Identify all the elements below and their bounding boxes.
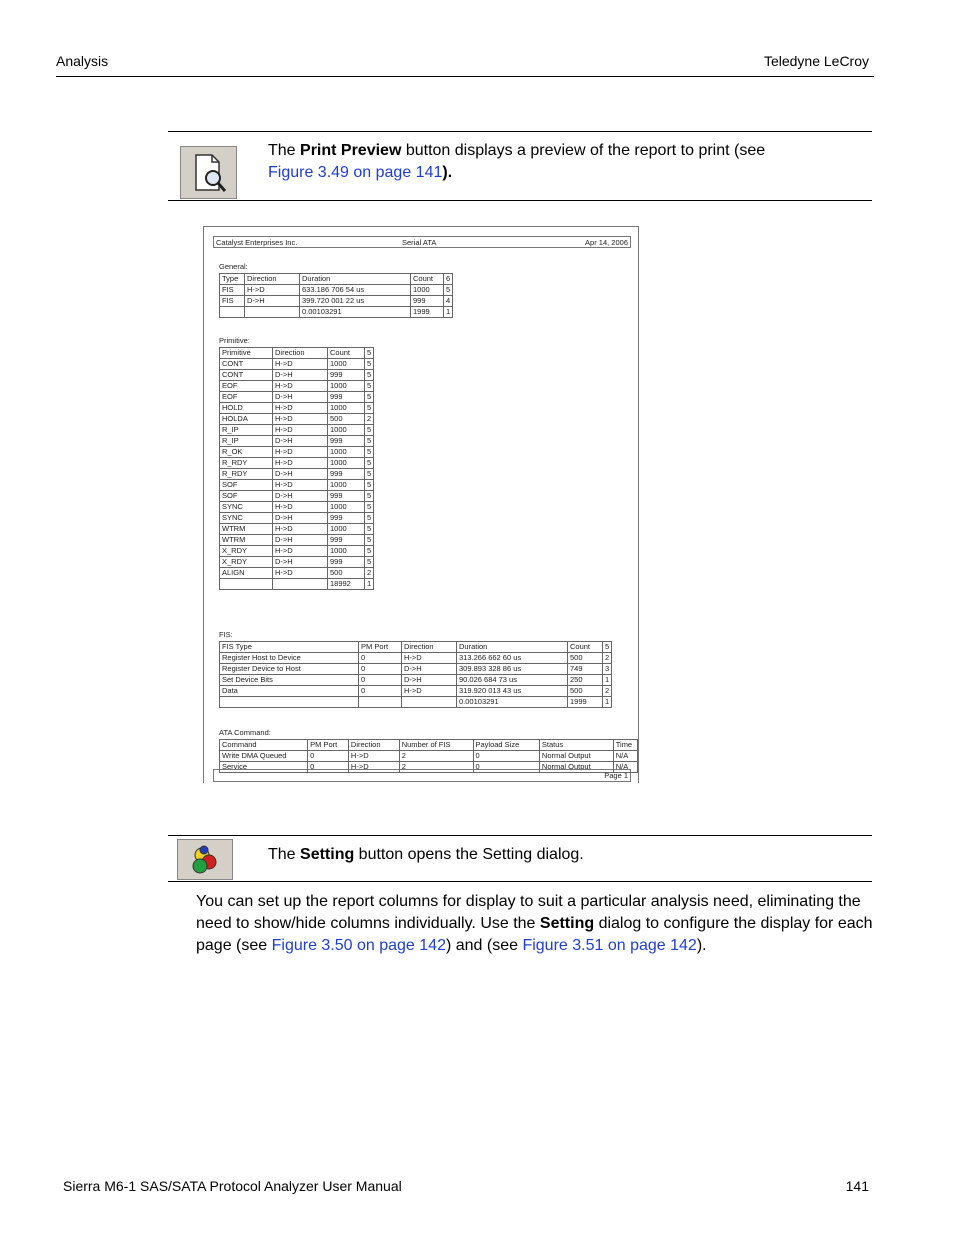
table-bottom-rule bbox=[168, 200, 872, 201]
fis-table bbox=[219, 641, 612, 708]
primitive-table-cell: D->H bbox=[273, 513, 328, 524]
general-table-cell: D->H bbox=[245, 296, 300, 307]
primitive-table-cell: D->H bbox=[273, 392, 328, 403]
primitive-table-cell: H->D bbox=[273, 480, 328, 491]
primitive-table-cell: SYNC bbox=[220, 502, 273, 513]
fis-table-row bbox=[220, 653, 612, 664]
primitive-table-cell: 1000 bbox=[328, 502, 365, 513]
footer-title: Sierra M6-1 SAS/SATA Protocol Analyzer User Manual bbox=[63, 1178, 402, 1194]
primitive-table-cell: D->H bbox=[273, 535, 328, 546]
fis-table-cell: 500 bbox=[568, 686, 603, 697]
report-title-bar bbox=[213, 236, 631, 248]
primitive-table-cell: X_RDY bbox=[220, 546, 273, 557]
primitive-table-cell: 999 bbox=[328, 469, 365, 480]
primitive-table-cell: Direction bbox=[273, 348, 328, 359]
primitive-table-cell: 5 bbox=[365, 546, 374, 557]
fis-table-cell: 500 bbox=[568, 653, 603, 664]
page-label: Page 1 bbox=[604, 771, 628, 780]
primitive-table-row bbox=[220, 535, 374, 546]
fis-table-cell: PM Port bbox=[359, 642, 402, 653]
ata-table-cell: Normal Output bbox=[539, 751, 613, 762]
primitive-table-cell: WTRM bbox=[220, 524, 273, 535]
fis-table-cell: Register Device to Host bbox=[220, 664, 359, 675]
primitive-table-cell: D->H bbox=[273, 370, 328, 381]
general-table bbox=[219, 273, 453, 318]
fis-table-cell: 0 bbox=[359, 686, 402, 697]
ata-table-cell: Write DMA Queued bbox=[220, 751, 308, 762]
primitive-table-cell: Count bbox=[328, 348, 365, 359]
primitive-table-cell: CONT bbox=[220, 370, 273, 381]
general-table-cell: 0.00103291 bbox=[300, 307, 411, 318]
general-table-row bbox=[220, 296, 453, 307]
primitive-table-cell: SOF bbox=[220, 491, 273, 502]
primitive-table-cell: 999 bbox=[328, 491, 365, 502]
fis-table-cell: 313.266 662 60 us bbox=[457, 653, 568, 664]
general-table-cell bbox=[245, 307, 300, 318]
primitive-table-cell: 1000 bbox=[328, 403, 365, 414]
primitive-table-row bbox=[220, 480, 374, 491]
primitive-table-row bbox=[220, 469, 374, 480]
primitive-table-cell: R_IP bbox=[220, 425, 273, 436]
primitive-table-cell: 1000 bbox=[328, 524, 365, 535]
ata-table-cell: 0 bbox=[473, 751, 539, 762]
primitive-table-row bbox=[220, 524, 374, 535]
primitive-table-cell: 2 bbox=[365, 568, 374, 579]
primitive-table-row bbox=[220, 425, 374, 436]
fis-table-cell: 0 bbox=[359, 664, 402, 675]
print-preview-image bbox=[203, 226, 639, 783]
setting-bottom-rule bbox=[168, 881, 872, 882]
general-table-cell: 4 bbox=[444, 296, 453, 307]
general-table-cell: 5 bbox=[444, 285, 453, 296]
print-preview-description: The Print Preview button displays a preview of the report to print (see Figure 3.49 on page 141). bbox=[268, 142, 766, 181]
primitive-table-cell: D->H bbox=[273, 557, 328, 568]
primitive-table-cell: CONT bbox=[220, 359, 273, 370]
primitive-table-cell: 500 bbox=[328, 568, 365, 579]
primitive-table-cell: 5 bbox=[365, 425, 374, 436]
fis-table-cell: H->D bbox=[402, 686, 457, 697]
primitive-table-cell: H->D bbox=[273, 568, 328, 579]
ata-table-cell: 0 bbox=[308, 762, 349, 773]
primitive-table-row bbox=[220, 579, 374, 590]
primitive-table-cell: 999 bbox=[328, 535, 365, 546]
fis-table-row bbox=[220, 686, 612, 697]
primitive-table-cell: 5 bbox=[365, 381, 374, 392]
ata-table-cell: 0 bbox=[473, 762, 539, 773]
general-section-title: General: bbox=[219, 262, 248, 271]
primitive-table-cell: H->D bbox=[273, 458, 328, 469]
fis-table-cell: Count bbox=[568, 642, 603, 653]
fis-table-cell bbox=[359, 697, 402, 708]
ata-table-cell: 2 bbox=[399, 762, 473, 773]
primitive-table-cell: 18992 bbox=[328, 579, 365, 590]
primitive-table-cell: H->D bbox=[273, 414, 328, 425]
fis-table-cell: Set Device Bits bbox=[220, 675, 359, 686]
ata-table-cell: N/A bbox=[613, 762, 637, 773]
fis-table-cell: D->H bbox=[402, 664, 457, 675]
fis-table-row bbox=[220, 664, 612, 675]
primitive-table-cell: EOF bbox=[220, 392, 273, 403]
primitive-table-cell: 1 bbox=[365, 579, 374, 590]
primitive-table-cell: 1000 bbox=[328, 447, 365, 458]
primitive-table-row bbox=[220, 502, 374, 513]
primitive-table-cell: H->D bbox=[273, 403, 328, 414]
primitive-table-cell: 1000 bbox=[328, 546, 365, 557]
fis-table-cell: 319.920 013 43 us bbox=[457, 686, 568, 697]
fis-table-row bbox=[220, 697, 612, 708]
primitive-table-cell bbox=[273, 579, 328, 590]
primitive-table-cell: SOF bbox=[220, 480, 273, 491]
figure-3-49-link[interactable]: Figure 3.49 on page 141 bbox=[268, 164, 443, 181]
fis-table-cell: Register Host to Device bbox=[220, 653, 359, 664]
figure-3-51-link[interactable]: Figure 3.51 on page 142 bbox=[522, 937, 697, 954]
general-table-row bbox=[220, 285, 453, 296]
fis-table-cell: FIS Type bbox=[220, 642, 359, 653]
fis-table-cell: 0 bbox=[359, 653, 402, 664]
primitive-table-row bbox=[220, 491, 374, 502]
primitive-table-row bbox=[220, 381, 374, 392]
primitive-table-cell: 5 bbox=[365, 370, 374, 381]
ata-table-row bbox=[220, 740, 638, 751]
primitive-table-cell bbox=[220, 579, 273, 590]
primitive-table-cell: 5 bbox=[365, 436, 374, 447]
fis-table-row bbox=[220, 675, 612, 686]
primitive-table-cell: 999 bbox=[328, 392, 365, 403]
ata-table-cell: N/A bbox=[613, 751, 637, 762]
primitive-table-cell: 5 bbox=[365, 524, 374, 535]
primitive-table-row bbox=[220, 436, 374, 447]
figure-3-50-link[interactable]: Figure 3.50 on page 142 bbox=[271, 937, 446, 954]
primitive-table-cell: Primitive bbox=[220, 348, 273, 359]
primitive-table-cell: EOF bbox=[220, 381, 273, 392]
general-table-cell: 1 bbox=[444, 307, 453, 318]
fis-table-cell: 309.893 328 86 us bbox=[457, 664, 568, 675]
primitive-table-cell: ALIGN bbox=[220, 568, 273, 579]
primitive-table-cell: 5 bbox=[365, 403, 374, 414]
primitive-table-cell: 5 bbox=[365, 502, 374, 513]
primitive-table-cell: R_RDY bbox=[220, 469, 273, 480]
primitive-table-cell: 1000 bbox=[328, 359, 365, 370]
fis-table-cell: 2 bbox=[603, 653, 612, 664]
primitive-table-cell: HOLD bbox=[220, 403, 273, 414]
primitive-table-row bbox=[220, 414, 374, 425]
ata-table-cell: Command bbox=[220, 740, 308, 751]
primitive-table-cell: 5 bbox=[365, 447, 374, 458]
fis-table-cell: 1 bbox=[603, 675, 612, 686]
fis-table-cell: 3 bbox=[603, 664, 612, 675]
primitive-table-cell: H->D bbox=[273, 447, 328, 458]
primitive-table-cell: 2 bbox=[365, 414, 374, 425]
general-table-cell: 1000 bbox=[411, 285, 444, 296]
primitive-table-cell: 999 bbox=[328, 557, 365, 568]
general-table-cell: FIS bbox=[220, 296, 245, 307]
ata-table-cell: PM Port bbox=[308, 740, 349, 751]
fis-table-cell: D->H bbox=[402, 675, 457, 686]
fis-table-cell bbox=[402, 697, 457, 708]
primitive-table-row bbox=[220, 359, 374, 370]
primitive-table-cell: 5 bbox=[365, 535, 374, 546]
general-table-cell: 6 bbox=[444, 274, 453, 285]
primitive-table-cell: 999 bbox=[328, 513, 365, 524]
primitive-table-row bbox=[220, 557, 374, 568]
ata-table-cell: Direction bbox=[348, 740, 399, 751]
primitive-table-cell: 5 bbox=[365, 469, 374, 480]
report-company: Catalyst Enterprises Inc. bbox=[216, 238, 298, 247]
general-table-row bbox=[220, 307, 453, 318]
fis-table-cell: 1 bbox=[603, 697, 612, 708]
primitive-table-row bbox=[220, 546, 374, 557]
primitive-table-row bbox=[220, 403, 374, 414]
primitive-table-cell: WTRM bbox=[220, 535, 273, 546]
fis-table-cell: 1999 bbox=[568, 697, 603, 708]
ata-table-cell: H->D bbox=[348, 762, 399, 773]
general-table-cell: 633.186 706 54 us bbox=[300, 285, 411, 296]
ata-table-cell: Status bbox=[539, 740, 613, 751]
primitive-table-row bbox=[220, 348, 374, 359]
table-top-rule bbox=[168, 131, 872, 132]
fis-table-cell: Data bbox=[220, 686, 359, 697]
general-table-row bbox=[220, 274, 453, 285]
page-number-bar bbox=[213, 769, 631, 782]
fis-section-title: FIS: bbox=[219, 630, 233, 639]
general-table-cell: Count bbox=[411, 274, 444, 285]
report-document: Serial ATA bbox=[402, 238, 437, 247]
ata-table-cell: Number of FIS bbox=[399, 740, 473, 751]
ata-table-cell: 0 bbox=[308, 751, 349, 762]
primitive-table-row bbox=[220, 370, 374, 381]
fis-table-cell: 250 bbox=[568, 675, 603, 686]
primitive-table-cell: 999 bbox=[328, 436, 365, 447]
general-table-cell: Type bbox=[220, 274, 245, 285]
primitive-table-cell: D->H bbox=[273, 491, 328, 502]
primitive-table-cell: R_RDY bbox=[220, 458, 273, 469]
primitive-table bbox=[219, 347, 374, 590]
setting-description: The Setting button opens the Setting dialog. bbox=[268, 846, 584, 863]
primitive-table-cell: HOLDA bbox=[220, 414, 273, 425]
general-table-cell: 1999 bbox=[411, 307, 444, 318]
fis-table-cell bbox=[220, 697, 359, 708]
running-header-left: Analysis bbox=[56, 53, 109, 69]
primitive-table-cell: 5 bbox=[365, 458, 374, 469]
primitive-table-cell: 1000 bbox=[328, 425, 365, 436]
primitive-section-title: Primitive: bbox=[219, 336, 250, 345]
fis-table-cell: 0 bbox=[359, 675, 402, 686]
setting-top-rule bbox=[168, 835, 872, 836]
primitive-table-cell: H->D bbox=[273, 381, 328, 392]
primitive-table-row bbox=[220, 447, 374, 458]
primitive-table-cell: 5 bbox=[365, 491, 374, 502]
fis-table-cell: Duration bbox=[457, 642, 568, 653]
primitive-table-cell: 1000 bbox=[328, 381, 365, 392]
header-rule bbox=[56, 76, 874, 77]
primitive-table-cell: 999 bbox=[328, 370, 365, 381]
fis-table-cell: 0.00103291 bbox=[457, 697, 568, 708]
fis-table-cell: 90.026 684 73 us bbox=[457, 675, 568, 686]
body-paragraph: You can set up the report columns for display to suit a particular analysis need, eliminating the need to show/hide columns individually. Use the Setting dialog to configure the display for each page (see Figure 3.50 on page 142) and (see Figure 3.51 on page 142). bbox=[196, 893, 873, 954]
primitive-table-cell: H->D bbox=[273, 524, 328, 535]
report-date: Apr 14, 2006 bbox=[585, 238, 628, 247]
primitive-table-row bbox=[220, 568, 374, 579]
primitive-table-cell: 5 bbox=[365, 348, 374, 359]
print-preview-icon[interactable] bbox=[180, 146, 237, 199]
primitive-table-cell: SYNC bbox=[220, 513, 273, 524]
general-table-cell bbox=[220, 307, 245, 318]
fis-table-cell: 2 bbox=[603, 686, 612, 697]
primitive-table-cell: 5 bbox=[365, 392, 374, 403]
primitive-table-cell: D->H bbox=[273, 469, 328, 480]
page-number: 141 bbox=[845, 1178, 869, 1194]
general-table-cell: Direction bbox=[245, 274, 300, 285]
general-table-cell: 999 bbox=[411, 296, 444, 307]
primitive-table-cell: H->D bbox=[273, 502, 328, 513]
primitive-table-cell: 5 bbox=[365, 513, 374, 524]
primitive-table-row bbox=[220, 392, 374, 403]
fis-table-cell: H->D bbox=[402, 653, 457, 664]
ata-table-cell: Payload Size bbox=[473, 740, 539, 751]
primitive-table-cell: R_OK bbox=[220, 447, 273, 458]
primitive-table-cell: R_IP bbox=[220, 436, 273, 447]
primitive-table-cell: 5 bbox=[365, 557, 374, 568]
ata-section-title: ATA Command: bbox=[219, 728, 271, 737]
primitive-table-cell: 1000 bbox=[328, 480, 365, 491]
primitive-table-cell: H->D bbox=[273, 546, 328, 557]
setting-icon[interactable] bbox=[177, 839, 233, 880]
primitive-table-cell: 5 bbox=[365, 480, 374, 491]
general-table-cell: Duration bbox=[300, 274, 411, 285]
running-header-right: Teledyne LeCroy bbox=[763, 53, 869, 69]
fis-table-row bbox=[220, 642, 612, 653]
ata-table-row bbox=[220, 751, 638, 762]
general-table-cell: H->D bbox=[245, 285, 300, 296]
primitive-table-cell: H->D bbox=[273, 359, 328, 370]
primitive-table-cell: 5 bbox=[365, 359, 374, 370]
primitive-table-cell: 1000 bbox=[328, 458, 365, 469]
ata-table-cell: 2 bbox=[399, 751, 473, 762]
fis-table-cell: 749 bbox=[568, 664, 603, 675]
primitive-table-cell: 500 bbox=[328, 414, 365, 425]
ata-table-cell: Time bbox=[613, 740, 637, 751]
general-table-cell: FIS bbox=[220, 285, 245, 296]
primitive-table-cell: X_RDY bbox=[220, 557, 273, 568]
primitive-table-cell: D->H bbox=[273, 436, 328, 447]
primitive-table-row bbox=[220, 458, 374, 469]
primitive-table-cell: H->D bbox=[273, 425, 328, 436]
primitive-table-row bbox=[220, 513, 374, 524]
fis-table-cell: Direction bbox=[402, 642, 457, 653]
ata-table-cell: Service bbox=[220, 762, 308, 773]
general-table-cell: 399.720 001 22 us bbox=[300, 296, 411, 307]
ata-table-cell: H->D bbox=[348, 751, 399, 762]
ata-table bbox=[219, 739, 638, 773]
ata-table-cell: Normal Output bbox=[539, 762, 613, 773]
fis-table-cell: 5 bbox=[603, 642, 612, 653]
